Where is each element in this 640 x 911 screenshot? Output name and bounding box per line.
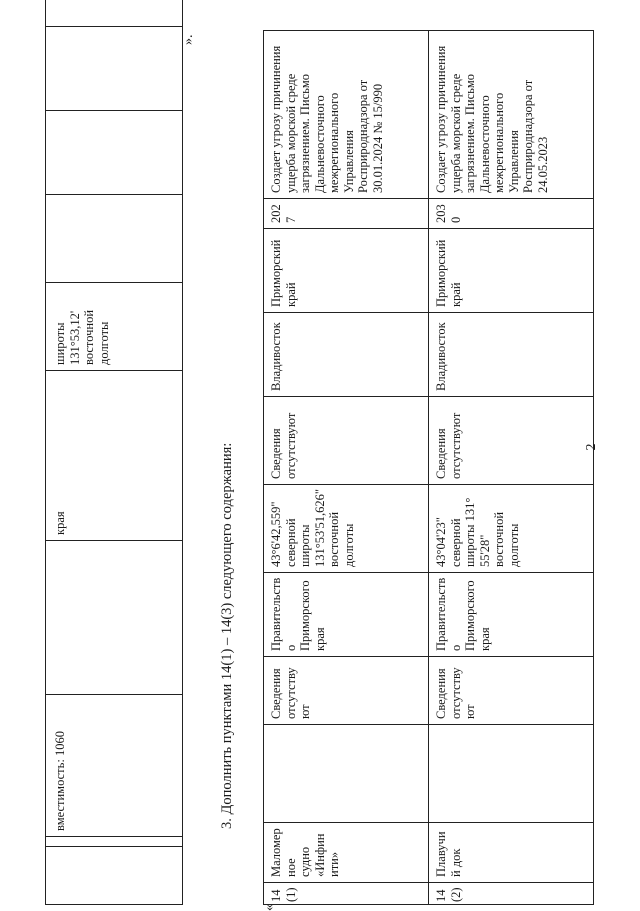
cell-city <box>46 111 183 195</box>
cell-details: вместимость: 1060 <box>46 695 183 837</box>
cell-name <box>46 837 183 847</box>
cell-owner: Сведения отсутствуют <box>429 397 594 485</box>
page-number: 2 <box>584 443 599 451</box>
cell-reason: Создает угрозу причинения ущерба морской среде загрязнением. Письмо Дальневосточного межрегионального Управления Росприроднадзора от 30.01.2024 № 15/990 <box>264 31 429 199</box>
cell-owner: Сведения отсутствуют <box>264 397 429 485</box>
cell-name: Маломерное судно «Инфинити» <box>264 823 429 883</box>
cell-city: Владивосток <box>429 313 594 397</box>
cell-coords: 43°04'23" северной широты 131° 55'28" восточной долготы <box>429 485 594 573</box>
closing-quote: ». <box>181 34 196 45</box>
cell-no: 14(1) <box>264 883 429 905</box>
cell-name: Плавучий док <box>429 823 594 883</box>
cell-region <box>46 27 183 111</box>
opening-quote: « <box>262 904 277 911</box>
continuation-table <box>45 0 183 905</box>
cell-details <box>429 725 594 823</box>
cell-no <box>46 847 183 905</box>
table-row <box>264 31 429 905</box>
cell-info <box>46 541 183 695</box>
cell-authority: Правительство Приморского края <box>429 573 594 657</box>
table-row <box>46 0 183 905</box>
cell-no: 14(2) <box>429 883 594 905</box>
cell-owner <box>46 195 183 283</box>
cell-coords: широты 131°53,12' восточной долготы <box>46 283 183 371</box>
cell-year <box>46 0 183 27</box>
cell-reason: Создает угрозу причинения ущерба морской среде загрязнением. Письмо Дальневосточного межрегионального Управления Росприроднадзора от 24.05.2023 <box>429 31 594 199</box>
cell-authority: Правительство Приморского края <box>264 573 429 657</box>
cell-region: Приморский край <box>429 229 594 313</box>
new-items-table <box>263 30 594 905</box>
amendment-instruction: 3. Дополнить пунктами 14(1) – 14(3) следующего содержания: <box>219 442 235 829</box>
cell-info: Сведения отсутствуют <box>429 657 594 725</box>
cell-authority: края <box>46 371 183 541</box>
cell-year: 2027 <box>264 199 429 229</box>
cell-details <box>264 725 429 823</box>
table-row <box>429 31 594 905</box>
cell-city: Владивосток <box>264 313 429 397</box>
cell-year: 2030 <box>429 199 594 229</box>
cell-info: Сведения отсутствуют <box>264 657 429 725</box>
cell-region: Приморский край <box>264 229 429 313</box>
cell-coords: 43°6'42,559" северной широты 131°53'51,626" восточной долготы <box>264 485 429 573</box>
